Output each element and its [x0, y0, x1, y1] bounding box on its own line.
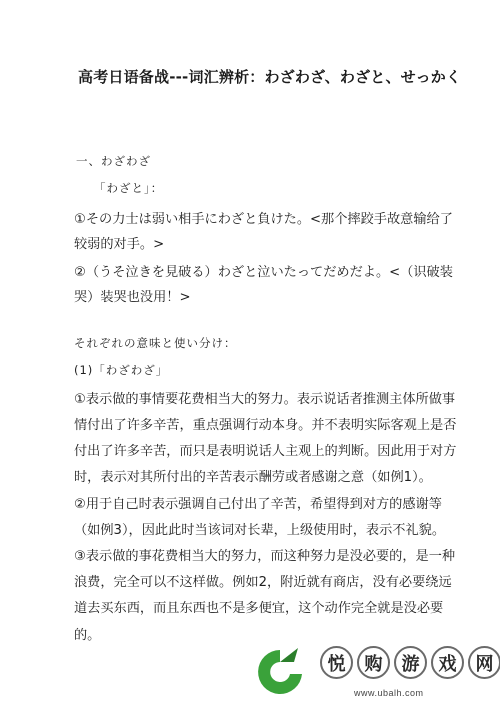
sub-heading: 「わざと」：	[94, 181, 164, 195]
watermark-char: 悦	[320, 646, 353, 679]
para-line-1: ①表示做的事情要花费相当大的努力。表示说话者推测主体所做事	[74, 392, 456, 407]
para-line-9: 道去买东西，而且东西也不是多便宜，这个动作完全就是没必要	[74, 601, 444, 616]
watermark-url: www.ubalh.com	[354, 688, 424, 698]
example-1-line-1: ①その力士は弱い相手にわざと負けた。<那个摔跤手故意输给了	[74, 212, 453, 227]
example-2-line-1: ②（うそ泣きを見破る）わざと泣いたってだめだよ。<（识破装	[74, 265, 453, 280]
para-line-4: 时，表示对其所付出的辛苦表示酬劳或者感谢之意（如例1）。	[74, 470, 432, 485]
watermark-char: 购	[357, 646, 390, 679]
para-line-10: 的。	[74, 628, 101, 643]
para-line-6: （如例3），因此此时当该词对长辈，上级使用时，表示不礼貌。	[74, 523, 446, 538]
document-title: 高考日语备战---词汇辨析：わざわざ、わざと、せっかく	[78, 68, 462, 86]
para-line-7: ③表示做的事花费相当大的努力，而这种努力是没必要的，是一种	[74, 549, 456, 564]
watermark-char: 游	[394, 646, 427, 679]
watermark-title	[320, 646, 500, 679]
usage-subheading: (1)「わざわざ」	[74, 363, 169, 377]
para-line-5: ②用于自己时表示强调自己付出了辛苦，希望得到对方的感谢等	[74, 497, 442, 512]
watermark-char: 网	[468, 646, 500, 679]
para-line-2: 情付出了许多辛苦，重点强调行动本身。并不表明实际客观上是否	[74, 418, 457, 433]
para-line-3: 付出了许多辛苦，而只是表明说话人主观上的判断。因此用于对方	[74, 444, 457, 459]
site-watermark	[250, 640, 495, 702]
section-heading: 一、わざわざ	[76, 154, 151, 168]
site-logo-icon	[250, 640, 314, 704]
para-line-8: 浪费，完全可以不这样做。例如2，附近就有商店，没有必要绕远	[74, 575, 452, 590]
watermark-char: 戏	[431, 646, 464, 679]
example-2-line-2: 哭）装哭也没用！>	[74, 290, 191, 305]
example-1-line-2: 较弱的对手。>	[74, 237, 165, 252]
usage-heading: それぞれの意味と使い分け：	[74, 336, 237, 350]
